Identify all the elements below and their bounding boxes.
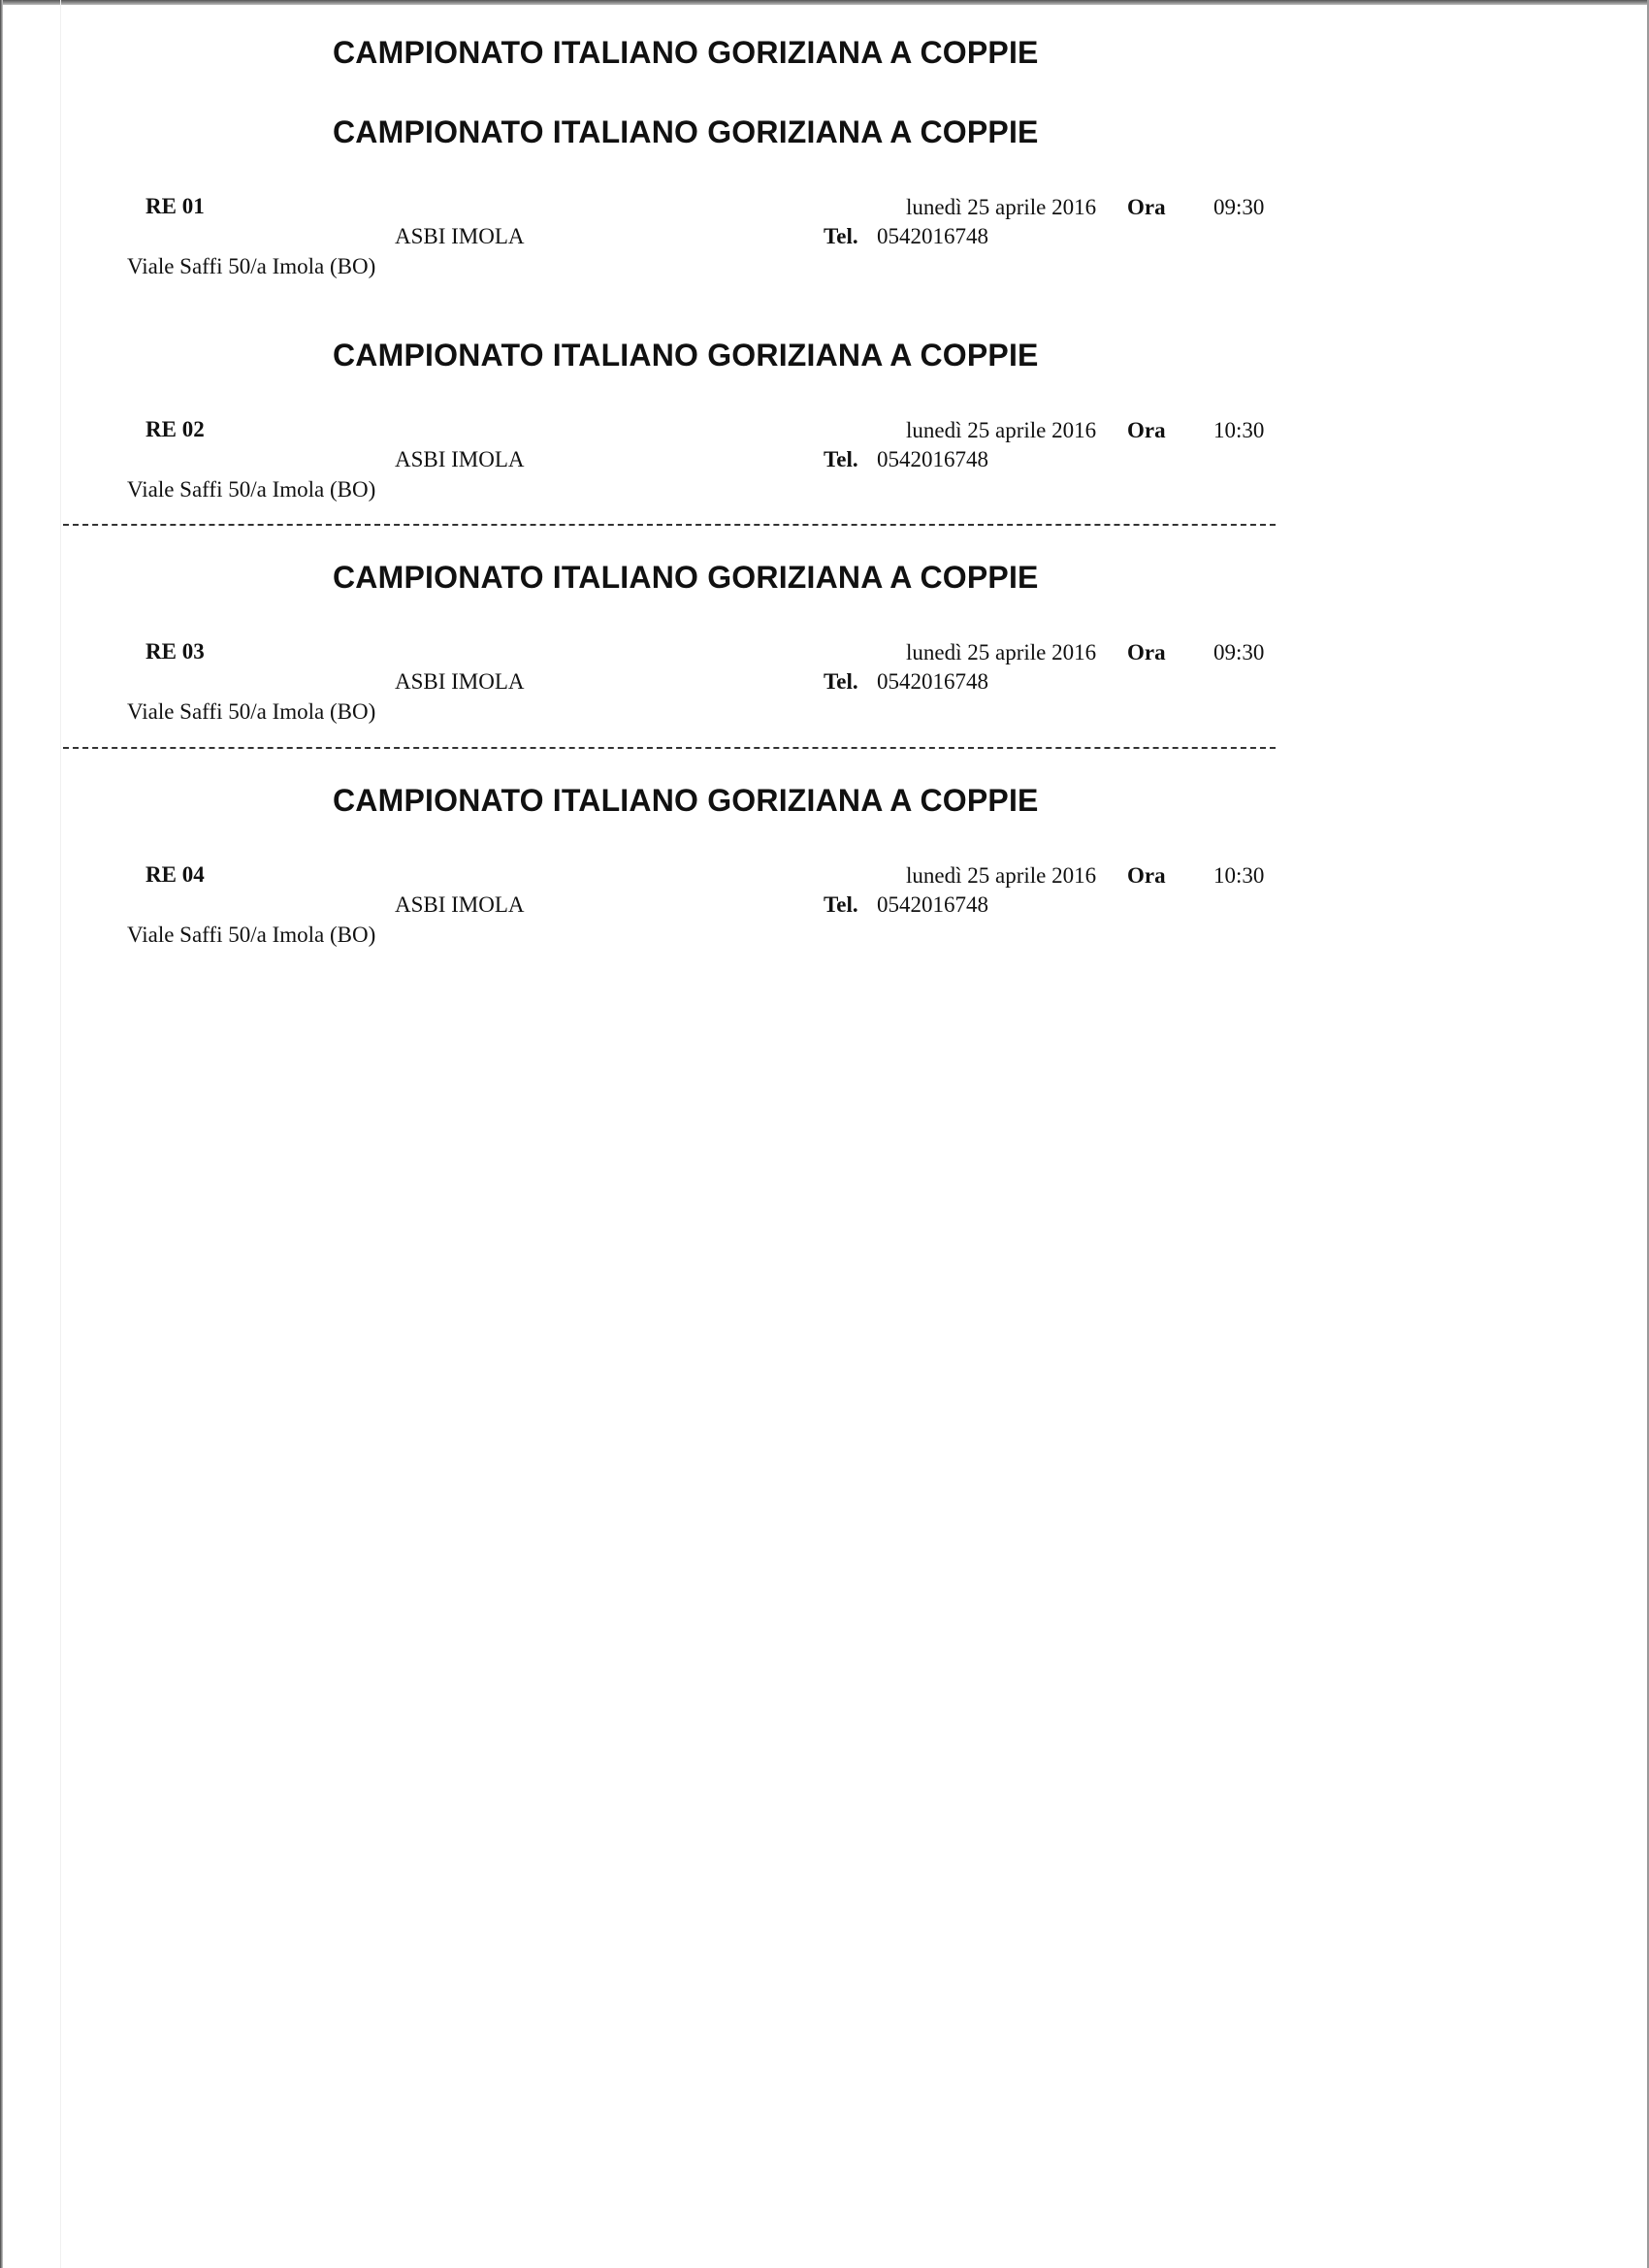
club-name: ASBI IMOLA (395, 669, 525, 694)
phone-label: Tel. (824, 447, 858, 471)
phone-label: Tel. (824, 224, 858, 248)
phone-value: 0542016748 (877, 669, 988, 694)
reservation-card-2 (0, 338, 1649, 532)
card-date: lunedì 25 aprile 2016 (906, 195, 1097, 219)
card-code: RE 02 (146, 417, 205, 441)
club-address: Viale Saffi 50/a Imola (BO) (127, 699, 376, 724)
phone-value: 0542016748 (877, 224, 988, 248)
time-value: 10:30 (1213, 863, 1265, 888)
reservation-card-3 (0, 560, 1649, 754)
club-name: ASBI IMOLA (395, 224, 525, 248)
card-date: lunedì 25 aprile 2016 (906, 640, 1097, 664)
card-title: CAMPIONATO ITALIANO GORIZIANA A COPPIE (333, 783, 1039, 818)
card-date: lunedì 25 aprile 2016 (906, 863, 1097, 888)
club-address: Viale Saffi 50/a Imola (BO) (127, 477, 376, 502)
card-title: CAMPIONATO ITALIANO GORIZIANA A COPPIE (333, 338, 1039, 373)
time-label: Ora (1127, 418, 1166, 442)
phone-label: Tel. (824, 892, 858, 917)
club-address: Viale Saffi 50/a Imola (BO) (127, 254, 376, 278)
time-label: Ora (1127, 863, 1166, 888)
club-address: Viale Saffi 50/a Imola (BO) (127, 923, 376, 947)
time-label: Ora (1127, 640, 1166, 664)
phone-value: 0542016748 (877, 892, 988, 917)
phone-value: 0542016748 (877, 447, 988, 471)
card-code: RE 04 (146, 862, 205, 887)
card-code: RE 03 (146, 639, 205, 664)
cut-line (63, 747, 1276, 749)
club-name: ASBI IMOLA (395, 447, 525, 471)
time-value: 09:30 (1213, 195, 1265, 219)
card-title: CAMPIONATO ITALIANO GORIZIANA A COPPIE (333, 560, 1039, 595)
time-value: 10:30 (1213, 418, 1265, 442)
phone-label: Tel. (824, 669, 858, 694)
scan-edge-top (0, 0, 1649, 5)
time-value: 09:30 (1213, 640, 1265, 664)
reservation-card-4 (0, 783, 1649, 977)
time-label: Ora (1127, 195, 1166, 219)
card-code: RE 01 (146, 194, 205, 218)
card-title: CAMPIONATO ITALIANO GORIZIANA A COPPIE (333, 114, 1039, 149)
reservation-card-1 (0, 114, 1649, 308)
club-name: ASBI IMOLA (395, 892, 525, 917)
card-date: lunedì 25 aprile 2016 (906, 418, 1097, 442)
document-heading: CAMPIONATO ITALIANO GORIZIANA A COPPIE (333, 35, 1039, 70)
cut-line (63, 524, 1276, 526)
